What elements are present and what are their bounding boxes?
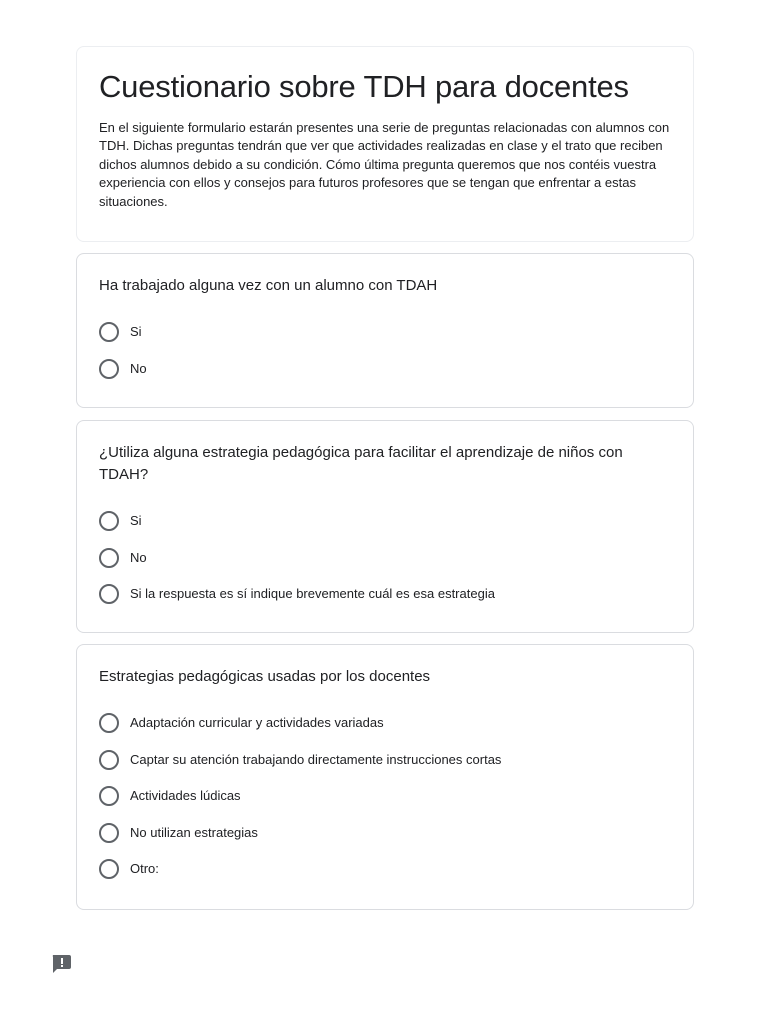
option-label: Si bbox=[130, 324, 142, 340]
radio-button[interactable] bbox=[99, 584, 119, 604]
radio-button[interactable] bbox=[99, 322, 119, 342]
radio-button[interactable] bbox=[99, 823, 119, 843]
option-label: Captar su atención trabajando directamente instrucciones cortas bbox=[130, 751, 502, 767]
form-title: Cuestionario sobre TDH para docentes bbox=[99, 69, 629, 104]
radio-option-no[interactable] bbox=[99, 351, 671, 388]
option-label: Adaptación curricular y actividades variadas bbox=[130, 715, 384, 731]
radio-button[interactable] bbox=[99, 359, 119, 379]
radio-button[interactable] bbox=[99, 713, 119, 733]
radio-group bbox=[99, 314, 671, 387]
option-label: Si la respuesta es sí indique brevemente cuál es esa estrategia bbox=[130, 586, 495, 602]
radio-option-no-utilizan[interactable] bbox=[99, 815, 671, 852]
form-header-card bbox=[76, 46, 694, 242]
option-label: Actividades lúdicas bbox=[130, 788, 241, 804]
radio-option-otro[interactable] bbox=[99, 851, 671, 888]
question-card-3 bbox=[76, 644, 694, 910]
radio-button[interactable] bbox=[99, 511, 119, 531]
feedback-icon[interactable] bbox=[50, 954, 72, 974]
radio-option-strategy[interactable] bbox=[99, 576, 671, 613]
radio-option-no[interactable] bbox=[99, 540, 671, 577]
form-description: En el siguiente formulario estarán presentes una serie de preguntas relacionadas con alumnos con TDH. Dichas preguntas tendrán que ver que actividades realizadas en clase y el trato que reciben dichos alumnos debido a su condición. Cómo última pregunta queremos que nos contéis vuestra experiencia con ellos y consejos para futuros profesores que se tengan que enfrentar a estas situaciones. bbox=[99, 120, 670, 209]
option-label: Otro: bbox=[130, 861, 159, 877]
radio-group bbox=[99, 503, 671, 613]
radio-group bbox=[99, 705, 671, 888]
question-card-2 bbox=[76, 420, 694, 633]
question-title: Ha trabajado alguna vez con un alumno con TDAH bbox=[99, 277, 438, 294]
option-label: No bbox=[130, 549, 147, 565]
radio-button[interactable] bbox=[99, 859, 119, 879]
radio-button[interactable] bbox=[99, 750, 119, 770]
option-label: No utilizan estrategias bbox=[130, 824, 258, 840]
radio-option-adaptacion[interactable] bbox=[99, 705, 671, 742]
question-title: Estrategias pedagógicas usadas por los docentes bbox=[99, 668, 431, 685]
radio-option-si[interactable] bbox=[99, 314, 671, 351]
question-card-1 bbox=[76, 253, 694, 408]
radio-button[interactable] bbox=[99, 786, 119, 806]
radio-option-si[interactable] bbox=[99, 503, 671, 540]
question-title: ¿Utiliza alguna estrategia pedagógica para facilitar el aprendizaje de niños con TDAH? bbox=[99, 444, 623, 483]
radio-option-ludicas[interactable] bbox=[99, 778, 671, 815]
radio-button[interactable] bbox=[99, 548, 119, 568]
option-label: No bbox=[130, 360, 147, 376]
radio-option-captar-atencion[interactable] bbox=[99, 742, 671, 779]
option-label: Si bbox=[130, 513, 142, 529]
